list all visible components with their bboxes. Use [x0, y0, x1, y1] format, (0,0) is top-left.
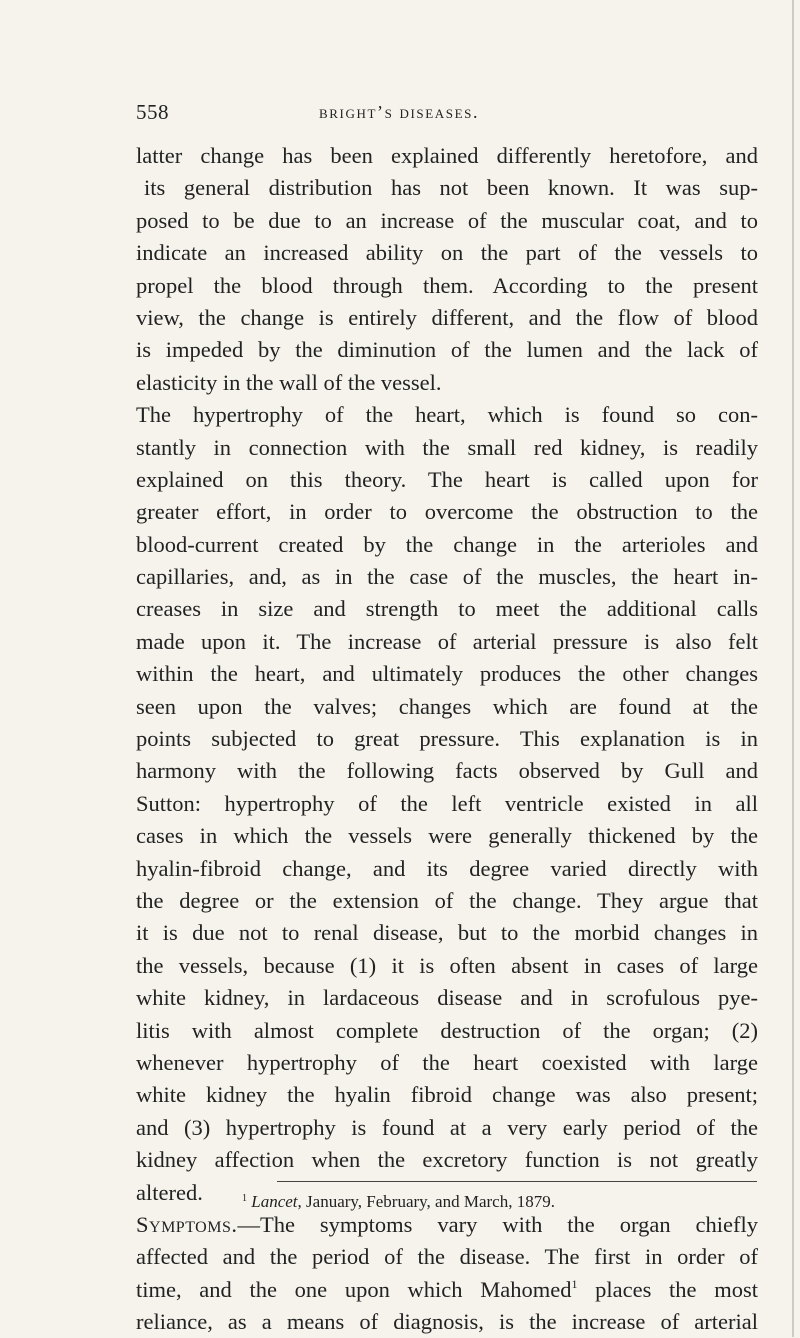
text-line: within the heart, and ultimately produces the other changes [136, 661, 758, 687]
text-line: it is due not to renal disease, but to the morbid changes in [136, 920, 758, 946]
text-line: blood-current created by the change in the arterioles and [136, 531, 758, 557]
text-line: affected and the period of the disease. The first in order of [136, 1244, 758, 1270]
text-line: hyalin-fibroid change, and its degree varied directly with [136, 855, 758, 881]
text-line: the vessels, because (1) it is often absent in cases of large [136, 952, 758, 978]
footnote [242, 1190, 555, 1214]
text-line: harmony with the following facts observed by Gull and [136, 758, 758, 784]
text-run: time, and the one upon which Mahomed [136, 1276, 572, 1302]
text-line: and (3) hypertrophy is found at a very early period of the [136, 1114, 758, 1140]
footnote-journal: Lancet [251, 1192, 298, 1211]
text-line-with-reference [136, 1274, 758, 1306]
footnote-reference: 1 [571, 1276, 578, 1291]
page-header [136, 100, 756, 130]
text-line: white kidney the hyalin fibroid change was also present; [136, 1082, 758, 1108]
text-line: greater effort, in order to overcome the obstruction to the [136, 499, 758, 525]
footnote-marker: 1 [242, 1193, 247, 1204]
footnote-text: , January, February, and March, 1879. [297, 1192, 555, 1211]
body-text [136, 140, 758, 1338]
text-line: litis with almost complete destruction of the organ; (2) [136, 1017, 758, 1043]
text-line: made upon it. The increase of arterial pressure is also felt [136, 628, 758, 654]
text-run: —The symptoms vary with the organ chiefly [237, 1211, 758, 1237]
text-line: explained on this theory. The heart is called upon for [136, 466, 758, 492]
text-line: propel the blood through them. According to the present [136, 272, 758, 298]
text-line: elasticity in the wall of the vessel. [136, 369, 442, 395]
text-line: seen upon the valves; changes which are found at the [136, 693, 758, 719]
text-line: is impeded by the diminution of the lumen and the lack of [136, 337, 758, 363]
page-number: 558 [136, 100, 169, 124]
running-head: bright’s diseases. [319, 102, 480, 122]
text-line: The hypertrophy of the heart, which is found so con- [136, 402, 758, 428]
text-line: stantly in connection with the small red kidney, is readily [136, 434, 758, 460]
text-line: kidney affection when the excretory function is not greatly [136, 1147, 758, 1173]
text-line: white kidney, in lardaceous disease and in scrofulous pye- [136, 985, 758, 1011]
text-line: reliance, as a means of diagnosis, is the increase of arterial [136, 1309, 758, 1335]
symptoms-heading: Symptoms. [136, 1211, 238, 1237]
text-line: altered. [136, 1179, 203, 1205]
text-line: latter change has been explained differently heretofore, and [136, 143, 758, 168]
text-line: indicate an increased ability on the part of the vessels to [136, 240, 758, 266]
text-line: points subjected to great pressure. This explanation is in [136, 726, 758, 752]
page-edge [792, 0, 794, 1337]
text-line: whenever hypertrophy of the heart coexisted with large [136, 1049, 758, 1075]
text-line: posed to be due to an increase of the muscular coat, and to [136, 207, 758, 233]
text-line: its general distribution has not been known. It was sup- [144, 175, 758, 201]
text-line: the degree or the extension of the change. They argue that [136, 887, 758, 913]
footnote-rule [277, 1181, 757, 1182]
text-line: creases in size and strength to meet the additional calls [136, 596, 758, 622]
text-line: Sutton: hypertrophy of the left ventricle existed in all [136, 790, 758, 816]
text-line: view, the change is entirely different, and the flow of blood [136, 304, 758, 330]
text-run: places the most [577, 1276, 758, 1302]
text-line: capillaries, and, as in the case of the muscles, the heart in- [136, 564, 758, 590]
text-line: cases in which the vessels were generally thickened by the [136, 823, 758, 849]
